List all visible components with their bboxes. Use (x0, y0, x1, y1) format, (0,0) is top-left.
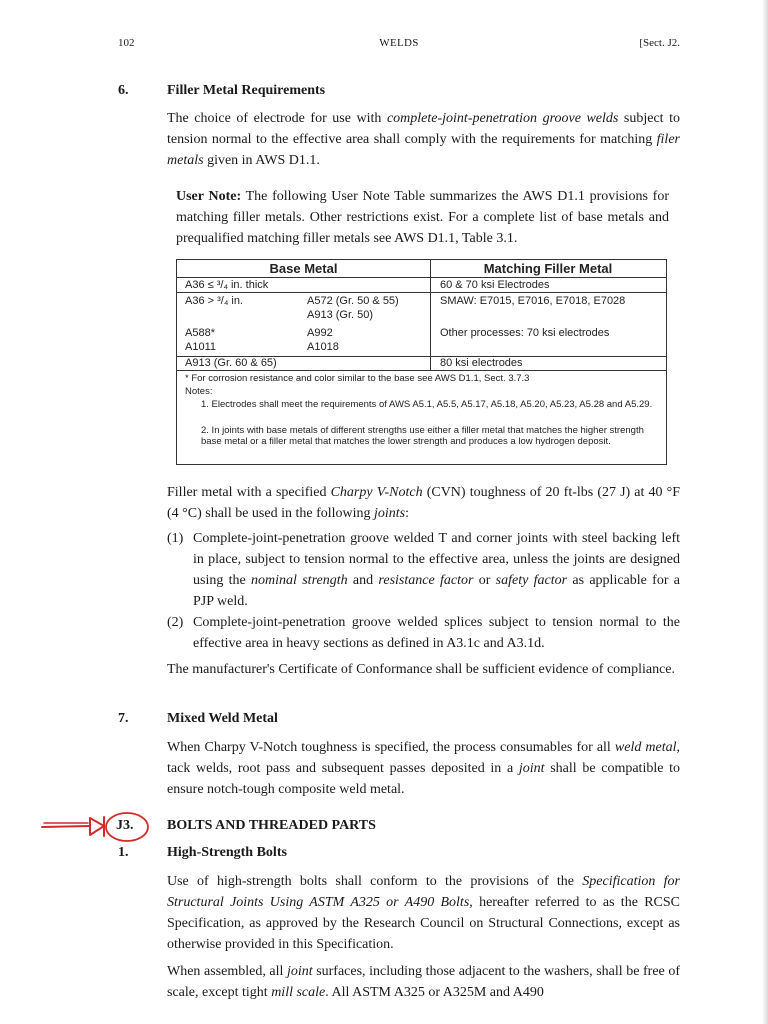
list-item-1-label: (1) (167, 531, 184, 546)
row2-base-a36: A36 > ³/₄ in. (185, 295, 243, 307)
assembly-paragraph: When assembled, all joint surfaces, including those adjacent to the washers, shall be free of scale, except tight mill scale. All ASTM A325 or A325M and A490 (167, 964, 680, 1000)
cvn-paragraph: Filler metal with a specified Charpy V-Notch (CVN) toughness of 20 ft-lbs (27 J) at 40 °F (4 °C) shall be used in the following joints: (167, 485, 681, 521)
section-j3-number: J3. (116, 818, 134, 833)
page-edge-shadow (762, 0, 768, 1024)
section-6-number: 6. (118, 83, 129, 98)
list-item-2: (2) Complete-joint-penetration groove welded splices subject to tension normal to the effective area in heavy sections as defined in A3.1c and A3.1d. (193, 612, 680, 654)
user-note: User Note: The following User Note Table summarizes the AWS D1.1 provisions for matching filler metals. Other restrictions exist. For a complete list of base metals and prequalified matching filler metals see AWS D1.1, Table 3.1. (176, 189, 669, 246)
section-j3-title: BOLTS AND THREADED PARTS (167, 818, 376, 833)
list-item-1: (1) Complete-joint-penetration groove welded T and corner joints with steel backing left in place, subject to tension normal to the effective area, unless the joints are designed using the nominal strength and resistance factor or safety factor as applicable for a PJP weld. (193, 528, 680, 612)
header-base-metal: Base Metal (269, 261, 338, 276)
filler-metal-paragraph: The choice of electrode for use with complete-joint-penetration groove welds subject to tension normal to the effective area shall comply with the requirements for matching filer metals given in AWS D1.1. (167, 111, 680, 168)
header-matching-filler-metal: Matching Filler Metal (483, 261, 613, 276)
row2-filler-smaw: SMAW: E7015, E7016, E7018, E7028 (440, 295, 626, 307)
table-note-1: 1. Electrodes shall meet the requirements of AWS A5.1, A5.5, A5.17, A5.18, A5.20, A5.23, A5.28 and A5.29. (201, 399, 653, 410)
row2-filler-other: Other processes: 70 ksi electrodes (440, 327, 610, 339)
row2-base-a572: A572 (Gr. 50 & 55) (307, 295, 399, 307)
conformance-paragraph: The manufacturer's Certificate of Conformance shall be sufficient evidence of compliance. (167, 662, 675, 677)
table-notes-label: Notes: (185, 386, 213, 397)
section-1-title: High-Strength Bolts (167, 845, 287, 860)
list-item-2-label: (2) (167, 615, 184, 630)
mixed-weld-metal-paragraph: When Charpy V-Notch toughness is specified, the process consumables for all weld metal, tack welds, root pass and subsequent passes deposited in a joint shall be compatible to ensure notch-tough composite weld metal. (167, 740, 680, 797)
row2-base-a1011: A1011 (185, 341, 216, 353)
row2-base-a1018: A1018 (307, 341, 339, 353)
row2-base-a992: A992 (307, 327, 333, 339)
row2-base-a588: A588* (185, 327, 215, 339)
section-1-number: 1. (118, 845, 129, 860)
row2-base-a913: A913 (Gr. 50) (307, 309, 374, 321)
page-number: 102 (118, 37, 135, 49)
section-7-title: Mixed Weld Metal (167, 711, 278, 726)
running-title: WELDS (379, 37, 419, 49)
filler-metal-table (176, 259, 667, 465)
table-footnote: * For corrosion resistance and color similar to the base see AWS D1.1, Sect. 3.7.3 (185, 373, 530, 384)
high-strength-bolts-paragraph: Use of high-strength bolts shall conform to the provisions of the Specification for Structural Joints Using ASTM A325 or A490 Bolts, hereafter referred to as the RCSC Specification, as approved by the Research Council on Structural Connections, except as otherwise provided in this Specification. (167, 874, 680, 952)
row1-base: A36 ≤ ³/₄ in. thick (185, 279, 269, 291)
row3-filler: 80 ksi electrodes (440, 357, 523, 369)
section-7-number: 7. (118, 711, 129, 726)
row1-filler: 60 & 70 ksi Electrodes (440, 279, 550, 291)
row3-base: A913 (Gr. 60 & 65) (185, 357, 277, 369)
user-note-label: User Note: (176, 189, 242, 204)
table-note-2: 2. In joints with base metals of different strengths use either a filler metal that matches the higher strength base metal or a filler metal that matches the lower strength and produces a low hydrogen deposit. (201, 425, 644, 447)
red-arrow-annotation-icon (40, 812, 150, 842)
running-head (118, 37, 680, 53)
running-section: [Sect. J2. (639, 37, 680, 49)
section-6-title: Filler Metal Requirements (167, 83, 326, 98)
